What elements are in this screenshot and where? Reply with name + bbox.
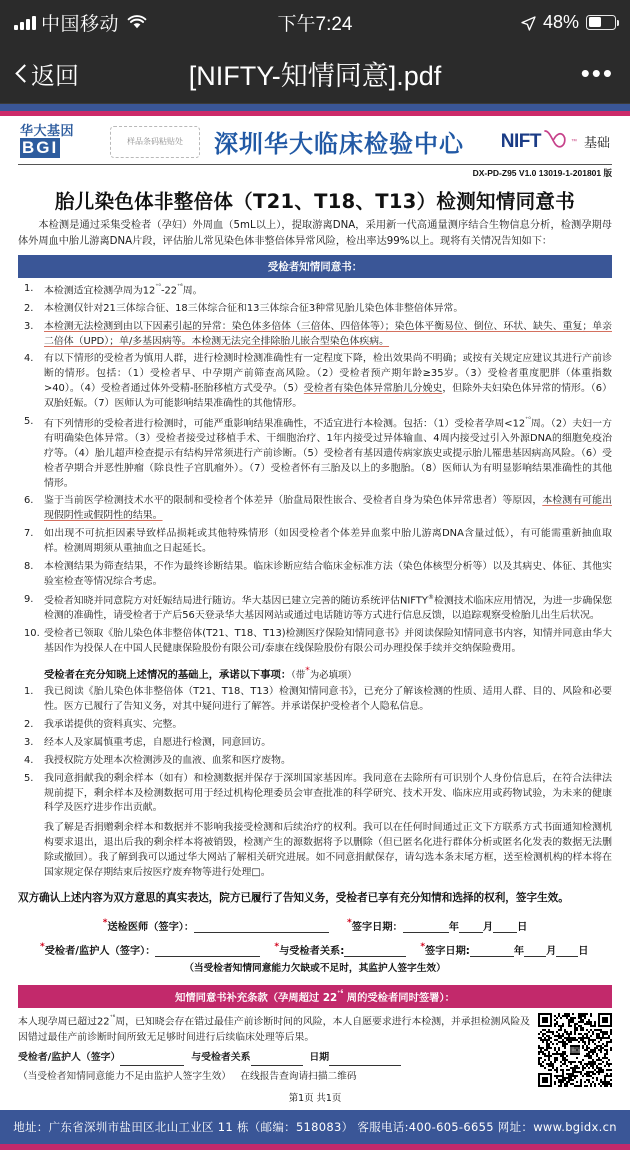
list-item-number: 1. [24, 282, 34, 294]
list-item-text: 本检测仅针对21三体综合征、18三体综合征和13三体综合征3种常见胎儿染色体非整倍体异常。 [44, 302, 464, 314]
patient-date-label: *签字日期: 年 月 日 [420, 941, 589, 957]
patient-signature-field[interactable] [155, 956, 260, 957]
list-item-text: 鉴于当前医学检测技术水平的限制和受检者个体差异（胎盘局限性嵌合、受检者自身为染色体异常患者）等原因，本检测有可能出现假阴性或假阴性的结果。 [44, 495, 612, 522]
doctor-signature-row [0, 909, 630, 933]
list-item-text: 本检测结果为筛查结果，不作为最终诊断结果。临床诊断应结合临床金标准方法（染色体核型分析等）以及其病史、体征、其他实验室检查等情况综合考虑。 [44, 560, 612, 587]
doctor-date-month-field[interactable] [459, 932, 483, 933]
supp-date-label: 日期 [309, 1051, 330, 1063]
list-item-number: 5. [24, 772, 34, 784]
list-item [18, 282, 612, 299]
supplementary-paragraph: 本人现孕周已超过$22^{^{+6}}$周，已知晓会存在错过最佳产前诊断时间的风险，本人自愿要求进行本检测，并承担检测风险及因错过最佳产前诊断时间所致无足够时间进行后续临床处理等后果。 [18, 1012, 530, 1043]
doctor-date-year-field[interactable] [403, 932, 449, 933]
list-item-number: 7. [24, 528, 34, 540]
list-item-text: 本检测适宜检测孕周为$12^{^{+0}}-22^{^{+6}}$周。 [44, 281, 203, 296]
status-right [521, 12, 616, 33]
barcode-placeholder-label: 样品条码粘贴处 [127, 137, 183, 146]
supplementary-body [18, 1013, 530, 1087]
list-item [18, 754, 612, 769]
confirmation-statement: 双方确认上述内容为双方意思的真实表达，院方已履行了告知义务，受检者已享有充分知情和选择的权利，签字生效。 [18, 891, 569, 904]
promise-heading: 受检者在充分知晓上述情况的基础上，承诺以下事项：（带*为必填项） [44, 666, 357, 682]
supp-relation-label: 与受检者关系 [191, 1051, 251, 1063]
patient-date-month-field[interactable] [524, 956, 546, 957]
list-item [18, 772, 612, 817]
list-item-text: 有下列情形的受检者进行检测时，可能严重影响结果准确性，不适宜进行本检测。包括：（1）受检者孕周$<12^{^{+0}}$周。（2）夫妇一方有明确染色体异常。（3）受检者接受过移植手术、干细胞治疗、1年内接受过异体输血、4周内接受过引入外源DNA的细胞免疫治疗等。（4）胎儿超声检查提示有结构异常须进行产前诊断。（5）受检者有基因遗传病家族史或提示胎儿罹患基因病高风险。（6）受检者孕期合并恶性肿瘤（除良性子宫肌瘤外）。（7）受检者怀有三胎及以上的多胞胎。（8）医师认为有明显影响结果准确性的其他情形。 [44, 414, 612, 489]
status-left [14, 9, 147, 36]
wifi-icon [127, 15, 147, 30]
nifty-y-swoosh-icon [543, 128, 569, 155]
list-item [18, 415, 612, 492]
doctor-signature-label: *送检医师（签字）： [103, 918, 329, 933]
barcode-placeholder-box [110, 126, 200, 158]
page-title: [NIFTY-知情同意].pdf [188, 61, 442, 91]
location-arrow-icon [521, 15, 536, 30]
more-options-icon[interactable]: ••• [580, 57, 614, 88]
list-item [18, 302, 612, 317]
supplementary-signature-row [18, 1050, 530, 1066]
patient-signature-label: *受检者/监护人（签字）： [40, 942, 260, 957]
list-item-text: 我已阅读《胎儿染色体非整倍体（T21、T18、T13）检测知情同意书》，已充分了解该检测的性质、适用人群、目的、风险和必要性。医方已履行了告知义务，对其中疑问进行了解答。并承诺保护受检者个人隐私信息。 [44, 686, 612, 713]
list-item [18, 593, 612, 624]
supp-signature-field[interactable] [120, 1065, 184, 1066]
consent-item-list [0, 282, 630, 657]
list-item [18, 718, 612, 733]
list-item-number: 5. [24, 415, 34, 427]
pdf-page [0, 104, 630, 1150]
list-item [18, 736, 612, 751]
signal-bars-icon [14, 15, 36, 30]
list-item [18, 527, 612, 557]
list-item-text: 我授权院方处理本次检测涉及的血液、血浆和医疗废物。 [44, 754, 291, 766]
list-item-text: 经本人及家属慎重考虑，自愿进行检测，同意回访。 [44, 736, 272, 748]
supplementary-section [18, 985, 612, 1087]
list-item-number: 2. [24, 302, 34, 314]
supp-relation-field[interactable] [251, 1065, 303, 1066]
list-item [18, 685, 612, 715]
list-item [18, 560, 612, 590]
bgi-logo-en: BGI [22, 138, 59, 158]
supp-date-field[interactable] [329, 1065, 401, 1066]
pdf-viewport[interactable] [0, 104, 630, 1134]
bgi-logo [20, 125, 98, 159]
back-button[interactable] [16, 56, 79, 91]
list-item-number: 8. [24, 560, 34, 572]
list-item-text: 受检者知晓并同意院方对妊娠结局进行随访。华大基因已建立完善的随访系统评估NIFTY®检测技术临床应用情况，为进一步确保您检测的准确性，请受检者于产后56天登录华大基因网站或通过电话随访等方式进行信息反馈，以追踪观察受检胎儿出生后状况。 [44, 593, 612, 621]
relation-field[interactable] [344, 956, 406, 957]
promise-heading-text: 受检者在充分知晓上述情况的基础上，承诺以下事项： [44, 669, 292, 682]
supplementary-band: 知情同意书补充条款（孕周超过 $22^{^{+6}}$ 周的受检者同时签署）： [18, 985, 612, 1008]
list-item-text: 如出现不可抗拒因素导致样品损耗或其他特殊情形（如因受检者个体差异血浆中胎儿游离DNA含量过低），有可能需重新抽血取样。检测周期须从重抽血之日起延长。 [44, 528, 612, 555]
chevron-left-icon [16, 64, 28, 84]
promise-extra-paragraph: 我了解是否捐赠剩余样本和数据并不影响我接受检测和后续治疗的权利。我可以在任何时间通过正文下方联系方式书面通知检测机构要求退出，退出后我的剩余样本将被销毁，检测产生的源数据将予以删除（但已匿名化进行群体分析或匿名化发表的数据无法删除或撤回）。我了解到我可以通过华大网站了解相关研究进展。如不同意捐献保存，请勾选本条末尾方框，送至检测机构的样本将在国家规定保存期结束后按医疗废弃物等进行处理□。 [44, 822, 612, 878]
list-item-text: 我同意捐献我的剩余样本（如有）和检测数据并保存于深圳国家基因库。我同意在去除所有可识别个人身份信息后，在符合法律法规前提下，剩余样本及检测数据可用于经过机构伦理委员会审查批准的科学研究、技术开发、临床应用或药物试验，为未来的健康科学及医疗进步作出贡献。 [44, 772, 612, 814]
footer-text: 地址：广东省深圳市盐田区北山工业区 11 栋（邮编：518083） 客服电话:400-605-6655 网址：www.bgidx.cn [13, 1119, 617, 1134]
document-code: DX-PD-Z95 V1.0 13019-1-201801 版 [472, 168, 612, 178]
patient-date-year-field[interactable] [470, 956, 514, 957]
guardian-note: （当受检者知情同意能力欠缺或不足时，其监护人签字生效） [184, 962, 446, 974]
list-item [18, 352, 612, 411]
footer-pink-rule [0, 1144, 630, 1150]
lab-center-title: 深圳华大临床检验中心 [214, 130, 464, 158]
relation-label: *与受检者关系: [274, 942, 406, 957]
promise-item-list [0, 685, 630, 816]
nifty-logo [478, 128, 610, 155]
list-item-number: 3. [24, 320, 34, 332]
supplementary-note-row [18, 1069, 530, 1085]
page-number: 第1页 共1页 [288, 1092, 342, 1104]
trademark-icon: ™ [570, 138, 577, 145]
list-item [18, 627, 612, 657]
battery-percent: 48% [542, 11, 579, 32]
list-item-number: 1. [24, 686, 34, 698]
list-item-text: 受检者已领取《胎儿染色体非整倍体(T21、T18、T13)检测医疗保险知情同意书》并阅读保险知情同意书内容，知情并同意由华大基因作为投保人在中国人民健康保险股份有限公司/泰康在线保险股份有限公司办理投保手续并交纳保险费用。 [44, 627, 612, 654]
list-item-number: 6. [24, 495, 34, 507]
list-item-number: 9. [24, 593, 34, 605]
list-item-text: 本检测无法检测到由以下因素引起的异常：染色体多倍体（三倍体、四倍体等）；染色体平衡易位、倒位、环状、缺失、重复；单亲二倍体（UPD）；单/多基因病等。本检测无法完全排除胎儿嵌合型染色体疾病。 [44, 320, 612, 347]
back-label: 返回 [31, 63, 79, 90]
doctor-date-day-field[interactable] [493, 932, 517, 933]
patient-signature-row [0, 933, 630, 957]
qr-hint-label: 在线报告查询请扫描二维码 [240, 1070, 357, 1082]
document-header [0, 116, 630, 162]
list-item-number: 4. [24, 353, 34, 365]
intro-paragraph: 本检测是通过采集受检者（孕妇）外周血（5mL以上），提取游离DNA，采用新一代高通量测序结合生物信息分析，检测孕期母体外周血中胎儿游离DNA片段，评估胎儿常见染色体非整倍体异常风险，检出率达99%以上。现将有关情况告知如下： [18, 220, 612, 247]
nav-bar [0, 44, 630, 104]
list-item-text: 有以下情形的受检者为慎用人群，进行检测时检测准确性有一定程度下降，检出效果尚不明确；或按有关规定应建议其进行产前诊断的情形。包括：（1）受检者早、中孕期产前筛查高风险。（2）受检者预产期年龄≥35岁。（3）受检者重度肥胖（体重指数>40）。（4）受检者通过体外受精-胚胎移植方式受孕。（5）受检者有染色体异常胎儿分娩史，但除外夫妇染色体异常的情形。（6）双胎妊娠。（7）医师认为可能影响结果准确性的其他情形。 [44, 353, 612, 409]
patient-date-day-field[interactable] [556, 956, 578, 957]
doctor-date-label: *签字日期： 年 月 日 [347, 917, 528, 933]
bgi-logo-cn: 华大基因 [20, 123, 75, 139]
status-bar [0, 0, 630, 44]
supp-signature-label: 受检者/监护人（签字） [18, 1051, 121, 1063]
top-blue-rule [0, 104, 630, 111]
list-item [18, 494, 612, 524]
list-item [18, 320, 612, 350]
status-time: 下午7:24 [277, 13, 353, 35]
list-item-number: 10. [24, 627, 40, 639]
doctor-signature-field[interactable] [194, 932, 329, 933]
footer-contact-bar [0, 1110, 630, 1144]
nifty-wordmark: NIFT [500, 130, 541, 152]
list-item-number: 3. [24, 736, 34, 748]
carrier-label: 中国移动 [41, 13, 120, 35]
list-item-number: 4. [24, 754, 34, 766]
qr-code[interactable] [538, 1013, 612, 1087]
nifty-edition-label: 基础 [583, 136, 610, 151]
battery-icon [586, 15, 616, 30]
document-title: 胎儿染色体非整倍体（T21、T18、T13）检测知情同意书 [54, 190, 575, 213]
consent-band: 受检者知情同意书： [18, 255, 612, 278]
supp-guardian-note: （当受检者知情同意能力不足由监护人签字生效） [18, 1070, 232, 1082]
list-item-text: 我承诺提供的资料真实、完整。 [44, 719, 183, 731]
list-item-number: 2. [24, 719, 34, 731]
